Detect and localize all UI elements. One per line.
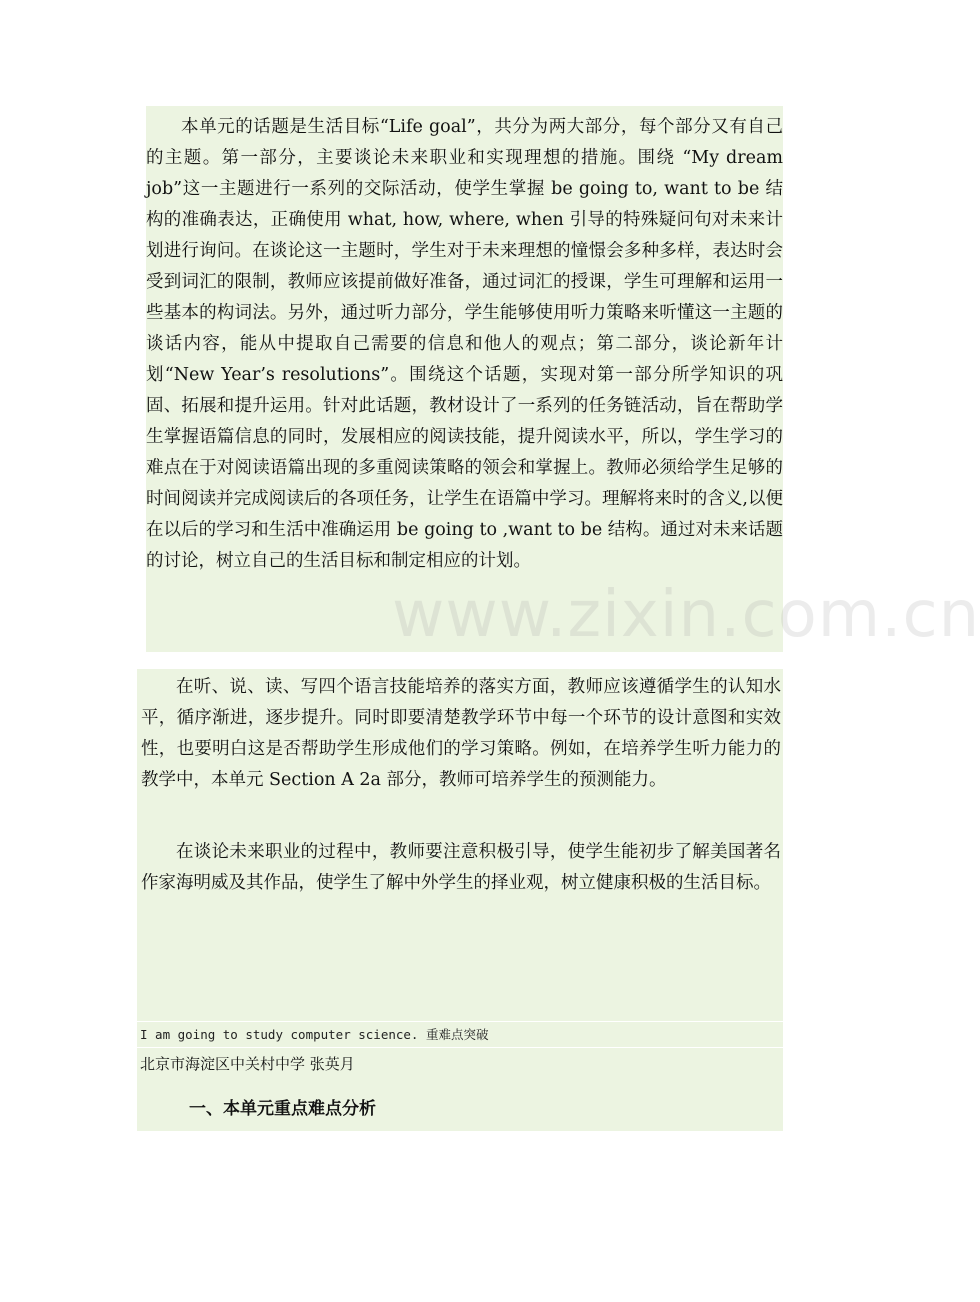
document-title-line: I am going to study computer science. 重难点突破 — [140, 1027, 489, 1042]
watermark-text: www.zixin.com.cn — [392, 578, 980, 652]
divider — [137, 1021, 783, 1022]
highlighted-paragraph-block-2 — [137, 669, 783, 1131]
paragraph-language-skills: 在听、说、读、写四个语言技能培养的落实方面，教师应该遵循学生的认知水平，循序渐进，逐步提升。同时即要清楚教学环节中每一个环节的设计意图和实效性，也要明白这是否帮助学生形成他们的学习策略。例如，在培养学生听力能力的教学中，本单元 Section A 2a 部分，教师可培养学生的预测能力。 — [141, 677, 781, 790]
divider — [137, 1047, 783, 1048]
section-heading: 一、本单元重点难点分析 — [189, 1099, 376, 1119]
author-line: 北京市海淀区中关村中学 张英月 — [140, 1055, 355, 1073]
highlighted-paragraph-block-1 — [146, 106, 783, 652]
paragraph-career-discussion: 在谈论未来职业的过程中，教师要注意积极引导，使学生能初步了解美国著名作家海明威及其作品，使学生了解中外学生的择业观，树立健康积极的生活目标。 — [141, 842, 781, 893]
paragraph-unit-topic: 本单元的话题是生活目标“Life goal”，共分为两大部分，每个部分又有自己的主题。第一部分，主要谈论未来职业和实现理想的措施。围绕 “My dream job”这一主题进行一系列的交际活动，使学生掌握 be going to, want to be 结构的准确表达，正确使用 what, how, where, when 引导的特殊疑问句对未来计划进行询问。在谈论这一主题时，学生对于未来理想的憧憬会多种多样，表达时会受到词汇的限制，教师应该提前做好准备，通过词汇的授课，学生可理解和运用一些基本的构词法。另外，通过听力部分，学生能够使用听力策略来听懂这一主题的谈话内容，能从中提取自己需要的信息和他人的观点；第二部分，谈论新年计划“New Year’s resolutions”。围绕这个话题，实现对第一部分所学知识的巩固、拓展和提升运用。针对此话题，教材设计了一系列的任务链活动，旨在帮助学生掌握语篇信息的同时，发展相应的阅读技能，提升阅读水平，所以，学生学习的难点在于对阅读语篇出现的多重阅读策略的领会和掌握上。教师必须给学生足够的时间阅读并完成阅读后的各项任务，让学生在语篇中学习。理解将来时的含义,以便在以后的学习和生活中准确运用 be going to ,want to be 结构。通过对未来话题的讨论，树立自己的生活目标和制定相应的计划。 — [146, 117, 783, 571]
